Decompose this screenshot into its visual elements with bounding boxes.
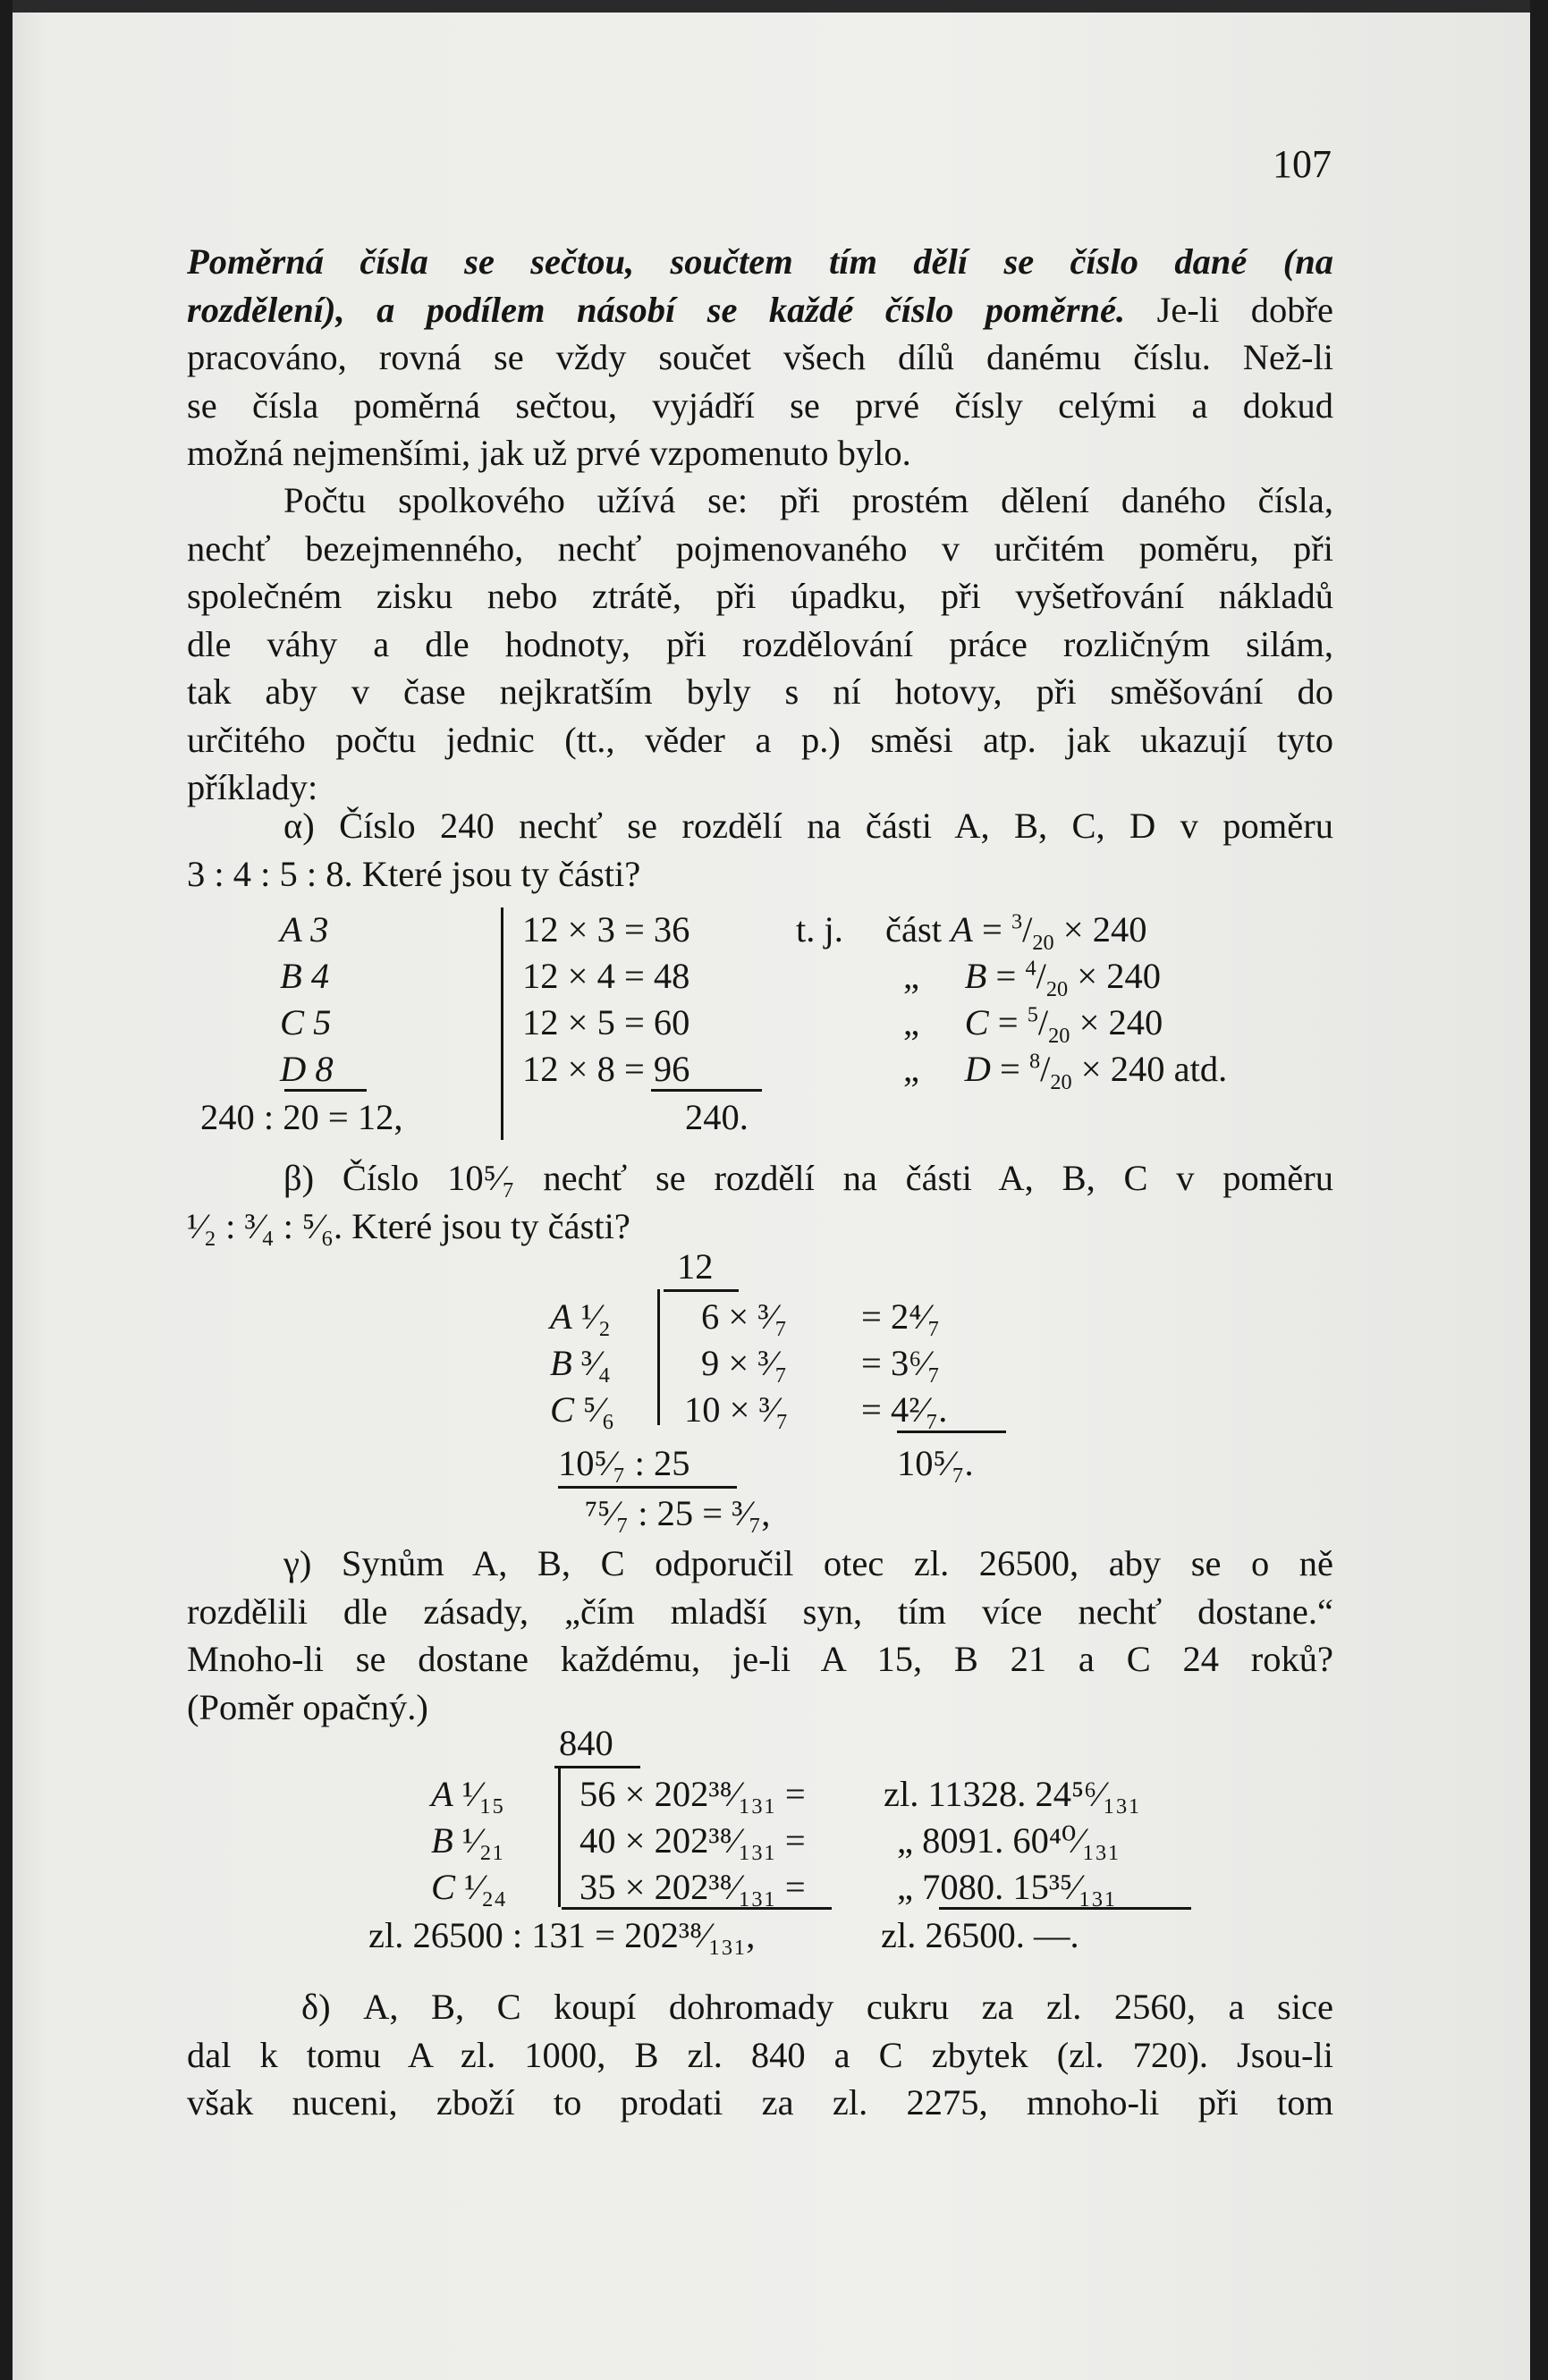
- delta-line-1: δ) A, B, C koupí dohromady cukru za zl. 2560, a sice: [301, 1987, 1333, 2027]
- alpha-part-c: C 5: [280, 1002, 332, 1042]
- gamma-row-b-frac: ¹⁄₂₁: [461, 1820, 505, 1861]
- beta-res-b: = 3⁶⁄₇: [861, 1343, 941, 1383]
- usage-line-1: Počtu spolkového užívá se: při prostém dělení daného čísla,: [283, 480, 1333, 520]
- alpha-total-rule: [651, 1089, 762, 1092]
- alpha-part-b: B 4: [280, 956, 330, 996]
- usage-line-4: dle váhy a dle hodnoty, při rozdělování práce rozličným silám,: [187, 623, 1333, 664]
- usage-line-5: tak aby v čase nejkratším byly s ní hotovy, při směšování do: [187, 671, 1333, 712]
- intro-line-1: Poměrná čísla se sečtou, součtem tím dělí se číslo dané (na: [187, 241, 1333, 282]
- beta-calc-c: 10 × ³⁄₇: [684, 1389, 789, 1430]
- beta-problem: [187, 1154, 1333, 1250]
- beta-row-b-frac: ³⁄₄: [580, 1343, 611, 1383]
- gamma-row-c-letter: C: [431, 1867, 456, 1907]
- gamma-row-a-label: [431, 1772, 504, 1817]
- beta-calc-a: 6 × ³⁄₇: [701, 1296, 788, 1337]
- alpha-product-b: 12 × 4 = 48: [522, 956, 690, 996]
- alpha-right-d-num: 8: [1028, 1049, 1041, 1074]
- beta-sum-left: 10⁵⁄₇ : 25: [558, 1443, 690, 1483]
- alpha-right-b-den: 20: [1045, 977, 1069, 1002]
- intro-line-5: možná nejmenšími, jak už prvé vzpomenuto bylo.: [187, 433, 911, 473]
- alpha-right-b-post: × 240: [1077, 956, 1162, 996]
- delta-line-3: však nuceni, zboží to prodati za zl. 2275, mnoho-li při tom: [187, 2082, 1333, 2123]
- alpha-sum-rule: [284, 1089, 367, 1092]
- gamma-row-c-label: [431, 1865, 506, 1910]
- gamma-divider: [558, 1766, 561, 1907]
- gamma-calc-b: 40 × 202³⁸⁄₁₃₁ =: [579, 1820, 806, 1861]
- alpha-right-b-letter: B: [964, 956, 987, 996]
- gamma-row-b-letter: B: [431, 1820, 453, 1861]
- alpha-problem: [187, 802, 1333, 898]
- gamma-sum-left: zl. 26500 : 131 = 202³⁸⁄₁₃₁,: [368, 1915, 756, 1955]
- beta-res-c: = 4²⁄₇.: [861, 1389, 948, 1430]
- alpha-product-d: 12 × 8 = 96: [522, 1049, 690, 1089]
- alpha-right-a: část $A = ^3/_{20} \times 240$: [885, 909, 1147, 956]
- beta-line-2: ¹⁄₂ : ³⁄₄ : ⁵⁄₆. Které jsou ty části?: [187, 1205, 630, 1246]
- usage-line-6: určitého počtu jednic (tt., věder a p.) směsi atp. jak ukazují tyto: [187, 719, 1333, 760]
- gamma-res-a: zl. 11328. 24⁵⁶⁄₁₃₁: [884, 1774, 1141, 1814]
- usage-line-3: společném zisku nebo ztrátě, při úpadku, při vyšetřování nákladů: [187, 576, 1333, 616]
- gamma-sum-right: zl. 26500. —.: [881, 1915, 1079, 1955]
- delta-line-2: dal k tomu A zl. 1000, B zl. 840 a C zbytek (zl. 720). Jsou-li: [187, 2034, 1333, 2075]
- gamma-line-4: (Poměr opačný.): [187, 1686, 428, 1727]
- beta-line-1: β) Číslo 10⁵⁄₇ nechť se rozdělí na části A, B, C v poměru: [283, 1158, 1333, 1198]
- alpha-part-d: D 8: [280, 1049, 334, 1089]
- beta-res-rule: [897, 1431, 1006, 1433]
- usage-paragraph: [187, 477, 1333, 812]
- gamma-calc-a: 56 × 202³⁸⁄₁₃₁ =: [579, 1774, 806, 1814]
- gamma-res-c: „ 7080. 15³⁵⁄₁₃₁: [897, 1867, 1117, 1907]
- beta-lcd-rule: [664, 1289, 739, 1292]
- alpha-right-c-num: 5: [1027, 1002, 1038, 1027]
- beta-row-c-label: [550, 1388, 614, 1432]
- alpha-right-c-letter: C: [964, 1002, 989, 1042]
- alpha-tj: t. j.: [796, 909, 843, 949]
- beta-divider: [657, 1289, 660, 1425]
- intro-line-2: [187, 286, 1333, 334]
- usage-line-2: nechť bezejmenného, nechť pojmenovaného v určitém poměru, při: [187, 527, 1333, 569]
- alpha-product-c: 12 × 5 = 60: [522, 1002, 690, 1042]
- page-number: 107: [1273, 142, 1332, 186]
- gamma-lcd: 840: [559, 1723, 613, 1763]
- alpha-right-a-pre: část: [885, 909, 942, 949]
- alpha-right-a-num: 3: [1011, 909, 1023, 934]
- alpha-right-c-pre: „: [903, 1002, 919, 1042]
- beta-row-c-letter: C: [550, 1389, 575, 1430]
- delta-problem: [187, 1983, 1333, 2127]
- scan-edge-right: [1530, 0, 1548, 2380]
- gamma-res-b: „ 8091. 60⁴⁰⁄₁₃₁: [897, 1820, 1121, 1861]
- scan-edge-left: [0, 0, 13, 2380]
- gamma-line-3: Mnoho-li se dostane každému, je-li A 15, B 21 a C 24 roků?: [187, 1639, 1333, 1679]
- gamma-line-1: γ) Synům A, B, C odporučil otec zl. 26500, aby se o ně: [283, 1543, 1333, 1583]
- alpha-right-c-post: × 240: [1079, 1002, 1163, 1042]
- alpha-divider: [501, 907, 503, 1140]
- intro-paragraph: [187, 238, 1333, 477]
- alpha-right-c-den: 20: [1048, 1024, 1070, 1049]
- beta-row-b-letter: B: [550, 1343, 572, 1383]
- gamma-calc-c: 35 × 202³⁸⁄₁₃₁ =: [579, 1867, 806, 1907]
- usage-line-7: příklady:: [187, 767, 318, 807]
- alpha-right-b-pre: „: [903, 956, 919, 996]
- alpha-right-c: „ $C = ^5/_{20} \times 240$: [903, 1002, 1163, 1049]
- intro-line-3: pracováno, rovná se vždy součet všech dílů danému číslu. Než-li: [187, 337, 1333, 377]
- alpha-right-d-post: × 240 atd.: [1080, 1049, 1228, 1089]
- alpha-right-d-letter: D: [964, 1049, 991, 1089]
- alpha-product-a: 12 × 3 = 36: [522, 909, 690, 949]
- gamma-res-rule: [939, 1907, 1191, 1910]
- intro-line-4: se čísla poměrná sečtou, vyjádří se prvé čísly celými a dokud: [187, 384, 1333, 426]
- alpha-right-d-den: 20: [1050, 1070, 1072, 1095]
- gamma-row-a-frac: ¹⁄₁₅: [461, 1774, 505, 1814]
- beta-row-a-letter: A: [550, 1296, 572, 1337]
- beta-row-b-label: [550, 1341, 611, 1386]
- alpha-right-d-pre: „: [903, 1049, 919, 1089]
- beta-sum-right: 10⁵⁄₇.: [897, 1443, 974, 1483]
- gamma-row-c-frac: ¹⁄₂₄: [464, 1867, 507, 1907]
- beta-row-a-frac: ¹⁄₂: [580, 1296, 611, 1337]
- alpha-total: 240.: [685, 1097, 749, 1137]
- alpha-right-a-post: × 240: [1062, 909, 1147, 949]
- alpha-right-b: „ $B = ^4/_{20} \times 240$: [903, 956, 1162, 1002]
- alpha-right-b-num: 4: [1025, 956, 1036, 981]
- alpha-right-a-letter: A: [951, 909, 973, 949]
- gamma-row-a-letter: A: [431, 1774, 453, 1814]
- beta-calc-b: 9 × ³⁄₇: [701, 1343, 788, 1383]
- alpha-line-2: 3 : 4 : 5 : 8. Které jsou ty části?: [187, 853, 641, 894]
- intro-line-2-plain: Je-li dobře: [1125, 289, 1333, 330]
- beta-result: ⁷⁵⁄₇ : 25 = ³⁄₇,: [585, 1493, 771, 1533]
- gamma-row-b-label: [431, 1819, 504, 1863]
- beta-res-a: = 2⁴⁄₇: [861, 1296, 941, 1337]
- gamma-problem: [187, 1540, 1333, 1731]
- alpha-line-1: α) Číslo 240 nechť se rozdělí na části A, B, C, D v poměru: [283, 806, 1333, 846]
- alpha-right-d: „ $D = ^8/_{20} \times 240$ atd.: [903, 1049, 1228, 1095]
- gamma-calc-rule: [562, 1907, 832, 1910]
- alpha-divisor-line: 240 : 20 = 12,: [200, 1097, 403, 1137]
- beta-row-c-frac: ⁵⁄₆: [583, 1389, 615, 1430]
- gamma-line-2: rozdělili dle zásady, „čím mladší syn, tím více nechť dostane.“: [187, 1591, 1333, 1632]
- beta-sum-rule: [558, 1486, 737, 1489]
- scan-edge-top: [0, 0, 1548, 13]
- beta-row-a-label: [550, 1295, 611, 1339]
- intro-line-2-italic: rozdělení), a podílem násobí se každé číslo poměrné.: [187, 289, 1126, 330]
- gamma-lcd-rule: [554, 1766, 640, 1768]
- beta-lcd: 12: [677, 1246, 714, 1287]
- alpha-part-a: A 3: [280, 909, 329, 949]
- alpha-right-a-den: 20: [1032, 931, 1054, 956]
